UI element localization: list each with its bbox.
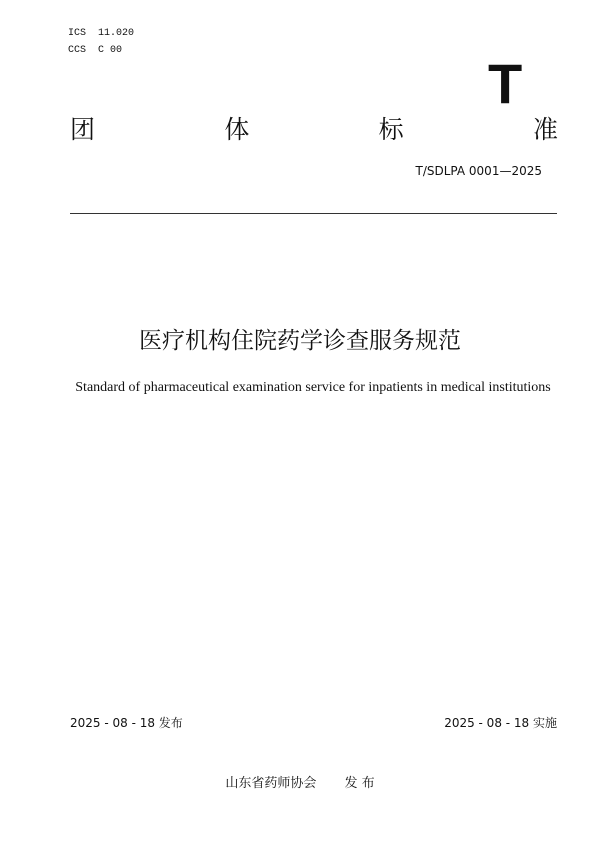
document-title-english: Standard of pharmaceutical examination service for inpatients in medical institutions — [75, 380, 551, 395]
category-title-char: 准 — [532, 115, 558, 144]
category-title-char: 团 — [70, 115, 96, 144]
publish-date: 2025 - 08 - 18 发布 — [70, 716, 183, 730]
document-title-chinese: 医疗机构住院药学诊查服务规范 — [139, 328, 461, 354]
issuer-action: 发 布 — [344, 776, 375, 791]
category-title — [70, 112, 558, 148]
issuer-name: 山东省药师协会 — [225, 776, 317, 791]
category-title-char: 标 — [378, 115, 404, 144]
ics-code: ICS 11.020 — [68, 28, 135, 39]
header-divider — [70, 213, 557, 214]
standard-number: T/SDLPA 0001—2025 — [415, 164, 542, 178]
category-letter-logo: T — [488, 52, 523, 115]
ccs-code: CCS C 00 — [68, 45, 123, 56]
issuer-line — [0, 775, 600, 793]
category-title-char: 体 — [224, 115, 250, 144]
implement-date: 2025 - 08 - 18 实施 — [444, 716, 557, 730]
